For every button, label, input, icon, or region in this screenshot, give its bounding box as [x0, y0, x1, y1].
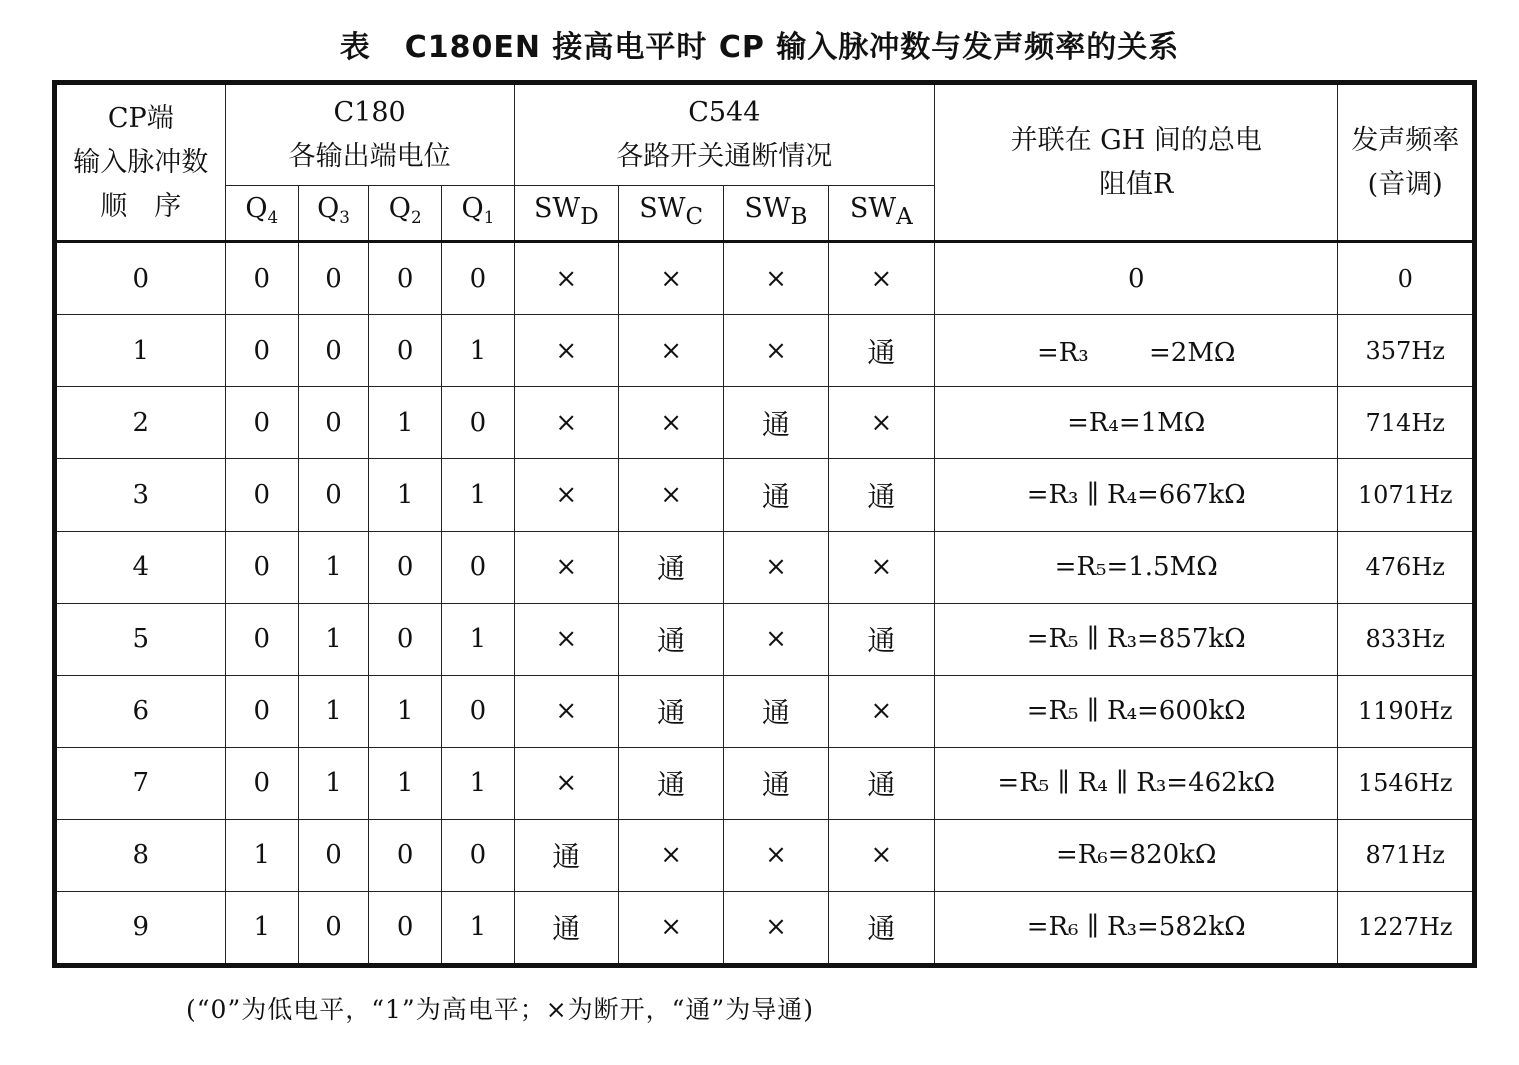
cell-switch-state: × [514, 747, 618, 819]
cell-switch-state: × [514, 675, 618, 747]
cell-q-level: 0 [369, 315, 442, 387]
cell-q-level: 0 [442, 242, 514, 315]
header-q4: $Q_4$ [225, 186, 298, 242]
cell-switch-state: × [618, 891, 723, 965]
cell-q-level: 1 [225, 819, 298, 891]
cell-switch-state: × [618, 387, 723, 459]
cell-frequency: 0 [1338, 242, 1475, 315]
cell-q-level: 1 [369, 747, 442, 819]
cell-q-level: 0 [442, 819, 514, 891]
cell-frequency: 1227Hz [1338, 891, 1475, 965]
cell-switch-state: 通 [828, 459, 934, 531]
cell-switch-state: × [618, 819, 723, 891]
table-row [55, 603, 1475, 675]
cell-q-level: 0 [225, 315, 298, 387]
cell-switch-state: × [514, 531, 618, 603]
cell-q-level: 0 [369, 531, 442, 603]
cell-frequency: 1071Hz [1338, 459, 1475, 531]
header-c180 [225, 83, 514, 186]
cell-q-level: 1 [442, 315, 514, 387]
cell-q-level: 0 [225, 675, 298, 747]
header-c180-desc: 各输出端电位 [288, 141, 451, 172]
table-row [55, 819, 1475, 891]
cell-frequency: 871Hz [1338, 819, 1475, 891]
table-row [55, 242, 1475, 315]
cell-switch-state: × [514, 315, 618, 387]
cell-q-level: 1 [442, 891, 514, 965]
cell-q-level: 0 [369, 242, 442, 315]
header-c180-name: C180 [333, 97, 406, 128]
table-row [55, 459, 1475, 531]
header-c544-name: C544 [688, 97, 761, 128]
cell-resistance: =R₆=820kΩ [935, 819, 1338, 891]
cell-q-level: 0 [225, 387, 298, 459]
cell-switch-state: × [514, 459, 618, 531]
cell-switch-state: × [618, 242, 723, 315]
cell-switch-state: 通 [618, 675, 723, 747]
cell-switch-state: 通 [514, 819, 618, 891]
table-row [55, 675, 1475, 747]
cell-frequency: 714Hz [1338, 387, 1475, 459]
cell-q-level: 0 [298, 459, 368, 531]
cell-switch-state: 通 [828, 603, 934, 675]
header-seq-line3: 顺 序 [100, 190, 182, 222]
cell-q-level: 0 [225, 747, 298, 819]
header-frequency-line2: (音调) [1367, 168, 1443, 200]
cell-q-level: 1 [442, 459, 514, 531]
table-title [0, 22, 1519, 66]
cell-q-level: 1 [442, 603, 514, 675]
cell-switch-state: × [514, 387, 618, 459]
header-swb: $SW_B$ [724, 186, 828, 242]
cell-frequency: 476Hz [1338, 531, 1475, 603]
cell-switch-state: 通 [724, 747, 828, 819]
cell-frequency: 357Hz [1338, 315, 1475, 387]
cell-q-level: 1 [442, 747, 514, 819]
data-table [52, 80, 1477, 968]
cell-frequency: 833Hz [1338, 603, 1475, 675]
cell-switch-state: × [828, 387, 934, 459]
header-swd: $SW_D$ [514, 186, 618, 242]
cell-sequence: 9 [55, 891, 226, 965]
cell-q-level: 1 [369, 387, 442, 459]
cell-switch-state: × [828, 819, 934, 891]
header-frequency-line1: 发声频率 [1351, 124, 1460, 156]
cell-sequence: 7 [55, 747, 226, 819]
cell-frequency: 1190Hz [1338, 675, 1475, 747]
cell-switch-state: 通 [724, 675, 828, 747]
header-row-top [55, 83, 1475, 186]
cell-switch-state: × [828, 531, 934, 603]
cell-switch-state: × [514, 603, 618, 675]
cell-q-level: 0 [442, 387, 514, 459]
header-resistance-line2: 阻值R [1099, 168, 1174, 200]
header-q2: $Q_2$ [369, 186, 442, 242]
cell-q-level: 1 [369, 459, 442, 531]
header-frequency [1338, 83, 1475, 242]
cell-frequency: 1546Hz [1338, 747, 1475, 819]
title-label: 表 [339, 30, 371, 65]
header-swa: $SW_A$ [828, 186, 934, 242]
cell-sequence: 8 [55, 819, 226, 891]
cell-q-level: 0 [225, 242, 298, 315]
cell-switch-state: 通 [618, 747, 723, 819]
cell-resistance: =R₃ =2MΩ [935, 315, 1338, 387]
cell-switch-state: × [724, 242, 828, 315]
cell-switch-state: × [618, 459, 723, 531]
cell-resistance: =R₅=1.5MΩ [935, 531, 1338, 603]
cell-switch-state: × [724, 603, 828, 675]
cell-switch-state: × [618, 315, 723, 387]
cell-q-level: 0 [298, 242, 368, 315]
footnote: (“0”为低电平，“1”为高电平；×为断开，“通”为导通) [186, 995, 814, 1024]
cell-resistance: =R₄=1MΩ [935, 387, 1338, 459]
cell-switch-state: × [828, 242, 934, 315]
table-row [55, 315, 1475, 387]
cell-resistance: =R₆ ∥ R₃=582kΩ [935, 891, 1338, 965]
table-row [55, 747, 1475, 819]
header-seq [55, 83, 226, 242]
cell-sequence: 5 [55, 603, 226, 675]
table-body [55, 242, 1475, 966]
cell-switch-state: × [514, 242, 618, 315]
cell-q-level: 0 [298, 819, 368, 891]
cell-switch-state: × [724, 891, 828, 965]
header-q3: $Q_3$ [298, 186, 368, 242]
cell-switch-state: × [724, 531, 828, 603]
cell-switch-state: 通 [724, 387, 828, 459]
cell-sequence: 4 [55, 531, 226, 603]
cell-switch-state: × [724, 819, 828, 891]
cell-sequence: 2 [55, 387, 226, 459]
cell-q-level: 1 [225, 891, 298, 965]
cell-q-level: 0 [442, 531, 514, 603]
table-row [55, 387, 1475, 459]
header-q1: $Q_1$ [442, 186, 514, 242]
cell-q-level: 0 [298, 387, 368, 459]
cell-switch-state: 通 [618, 531, 723, 603]
header-seq-line1: CP端 [107, 102, 174, 134]
cell-switch-state: 通 [828, 747, 934, 819]
title-text: C180EN 接高电平时 CP 输入脉冲数与发声频率的关系 [404, 30, 1180, 65]
header-resistance-line1: 并联在 GH 间的总电 [1010, 124, 1262, 156]
cell-resistance: =R₅ ∥ R₄ ∥ R₃=462kΩ [935, 747, 1338, 819]
cell-switch-state: 通 [618, 603, 723, 675]
cell-switch-state: × [828, 675, 934, 747]
header-c544-desc: 各路开关通断情况 [616, 141, 833, 172]
cell-resistance: =R₅ ∥ R₄=600kΩ [935, 675, 1338, 747]
cell-q-level: 0 [442, 675, 514, 747]
cell-q-level: 0 [225, 459, 298, 531]
cell-sequence: 3 [55, 459, 226, 531]
cell-q-level: 0 [225, 603, 298, 675]
cell-sequence: 6 [55, 675, 226, 747]
cell-q-level: 1 [298, 531, 368, 603]
header-c544 [514, 83, 934, 186]
cell-q-level: 1 [298, 603, 368, 675]
cell-switch-state: × [724, 315, 828, 387]
cell-resistance: =R₃ ∥ R₄=667kΩ [935, 459, 1338, 531]
header-swc: $SW_C$ [618, 186, 723, 242]
cell-q-level: 0 [298, 891, 368, 965]
header-resistance [935, 83, 1338, 242]
cell-switch-state: 通 [514, 891, 618, 965]
cell-switch-state: 通 [828, 315, 934, 387]
cell-q-level: 0 [369, 819, 442, 891]
cell-resistance: 0 [935, 242, 1338, 315]
cell-q-level: 0 [369, 891, 442, 965]
cell-q-level: 1 [369, 675, 442, 747]
cell-q-level: 0 [225, 531, 298, 603]
header-seq-line2: 输入脉冲数 [73, 146, 209, 178]
cell-q-level: 0 [369, 603, 442, 675]
cell-sequence: 1 [55, 315, 226, 387]
cell-sequence: 0 [55, 242, 226, 315]
cell-switch-state: 通 [724, 459, 828, 531]
cell-switch-state: 通 [828, 891, 934, 965]
cell-q-level: 1 [298, 747, 368, 819]
cell-q-level: 1 [298, 675, 368, 747]
table-row [55, 531, 1475, 603]
cell-q-level: 0 [298, 315, 368, 387]
table-row [55, 891, 1475, 965]
cell-resistance: =R₅ ∥ R₃=857kΩ [935, 603, 1338, 675]
